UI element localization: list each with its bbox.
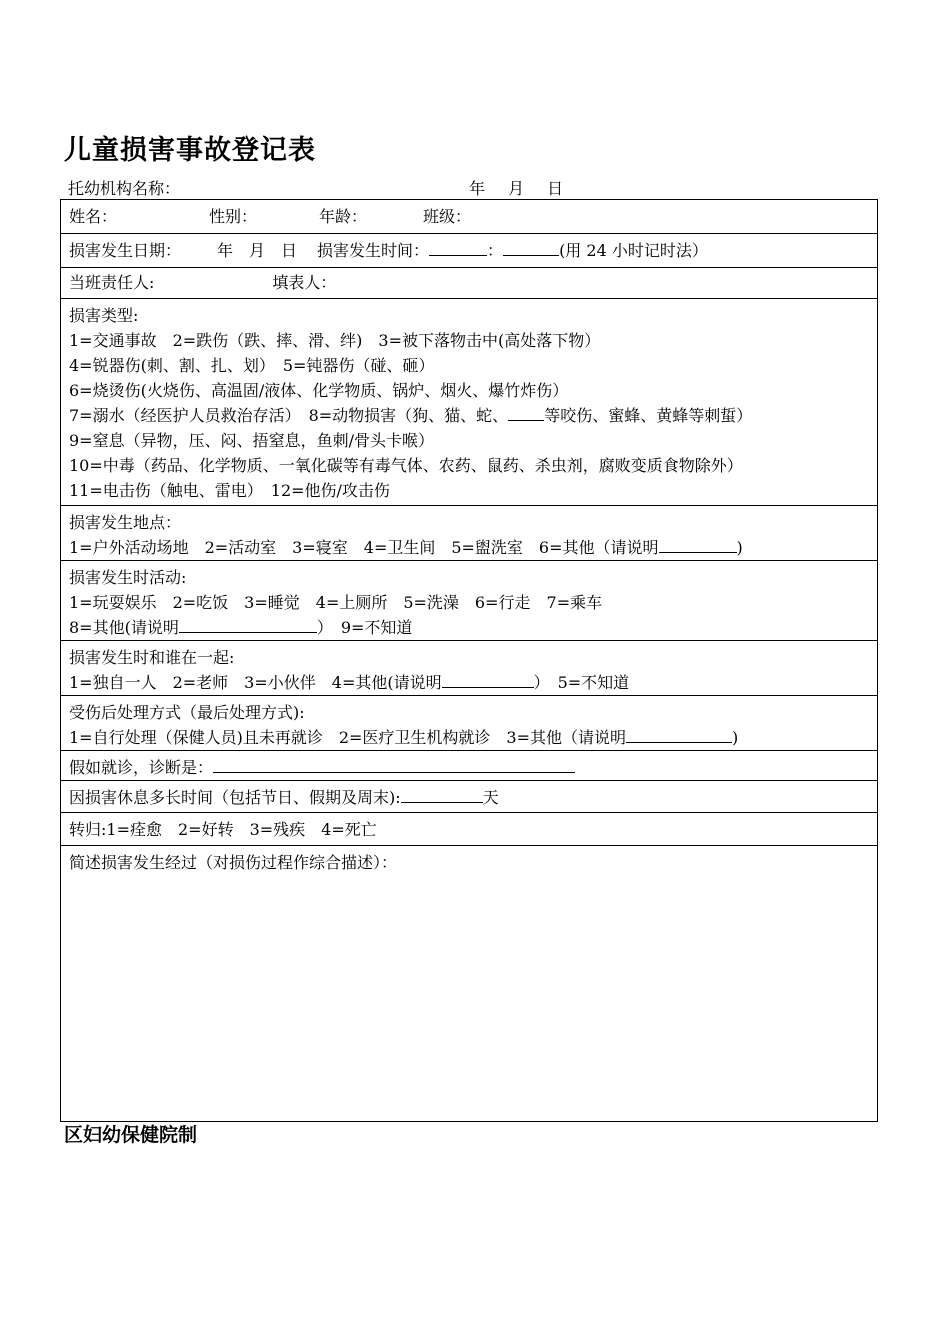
date-label: 年 月 日 [469,179,564,198]
injury-time-label: 损害发生时间： [317,241,430,260]
treatment-other-field[interactable] [626,725,732,743]
injury-type-line: 10=中毒（药品、化学物质、一氧化碳等有毒气体、农药、鼠药、杀虫剂，腐败变质食物除外） [69,456,743,475]
diagnosis-label: 假如就诊，诊断是： [69,758,214,777]
duty-person-label: 当班责任人: [69,273,155,292]
activity-heading: 损害发生时活动: [69,568,187,587]
activity-options: 1=玩耍娱乐 2=吃饭 3=睡觉 4=上厕所 5=洗澡 6=行走 7=乘车 [69,593,603,612]
activity-other-field[interactable] [179,615,317,633]
org-name-label: 托幼机构名称： [68,179,181,198]
place-other-field[interactable] [659,535,737,553]
form-title: 儿童损害事故登记表 [64,135,316,166]
injury-type-line: 4=锐器伤(刺、割、扎、划） 5=钝器伤（碰、砸） [69,356,435,375]
description-label: 简述损害发生经过（对损伤过程作综合描述）： [69,853,398,872]
hour-field[interactable] [429,238,487,256]
rest-days-field[interactable] [401,785,483,803]
row-responsible [61,268,877,299]
time-colon: ： [487,241,504,260]
age-label: 年龄： [319,207,368,226]
name-label: 姓名： [69,207,118,226]
outcome-options: 转归:1=痊愈 2=好转 3=残疾 4=死亡 [69,820,377,839]
minute-field[interactable] [503,238,559,256]
place-options: 1=户外活动场地 2=活动室 3=寝室 4=卫生间 5=盥洗室 6=其他（请说明 [69,538,659,557]
companion-heading: 损害发生时和谁在一起: [69,648,235,667]
row-treatment: 受伤后处理方式（最后处理方式): 1=自行处理（保健人员)且未再就诊 2=医疗卫生机构就诊 3=其他（请说明 ) [61,696,877,751]
row-activity: 损害发生时活动: 1=玩耍娱乐 2=吃饭 3=睡觉 4=上厕所 5=洗澡 6=行走 7=乘车 8=其他(请说明 ） 9=不知道 [61,561,877,641]
diagnosis-field[interactable] [213,755,575,773]
injury-type-line: 7=溺水（经医护人员救治存活） 8=动物损害（狗、猫、蛇、 等咬伤、蜜蜂、黄蜂等刺蜇） [69,403,869,428]
class-label: 班级： [423,207,472,226]
row-description [61,846,877,1121]
treatment-heading: 受伤后处理方式（最后处理方式): [69,703,305,722]
rest-time-label: 因损害休息多长时间（包括节日、假期及周末): [69,788,401,807]
row-injury-datetime [61,234,877,268]
row-outcome [61,813,877,846]
injury-type-line: 1=交通事故 2=跌伤（跌、摔、滑、绊) 3=被下落物击中(高处落下物） [69,331,601,350]
injury-date-ymd: 年 月 日 [217,241,298,260]
filler-label: 填表人： [272,273,337,292]
injury-type-heading: 损害类型: [69,306,139,325]
injury-type-line: 9=窒息（异物，压、闷、捂窒息，鱼刺/骨头卡喉） [69,431,434,450]
injury-type-line: 11=电击伤（触电、雷电） 12=他伤/攻击伤 [69,481,390,500]
companion-options: 1=独自一人 2=老师 3=小伙伴 4=其他(请说明 [69,673,442,692]
row-diagnosis [61,751,877,781]
issuer-footer: 区妇幼保健院制 [64,1124,198,1146]
registration-form [60,199,878,1122]
time-note: (用 24 小时记时法） [559,241,708,260]
form-subheader [68,174,878,198]
injury-type-line: 6=烧烫伤(火烧伤、高温固/液体、化学物质、锅炉、烟火、爆竹炸伤） [69,381,569,400]
companion-other-field[interactable] [442,670,534,688]
sex-label: 性别： [209,207,258,226]
description-area[interactable] [69,875,869,1115]
treatment-options: 1=自行处理（保健人员)且未再就诊 2=医疗卫生机构就诊 3=其他（请说明 [69,728,627,747]
row-basic-info [61,200,877,234]
rest-days-unit: 天 [482,788,499,807]
row-injury-place: 损害发生地点： 1=户外活动场地 2=活动室 3=寝室 4=卫生间 5=盥洗室 6=其他（请说明 ) [61,506,877,561]
injury-date-label: 损害发生日期： [69,241,182,260]
row-injury-type [61,299,877,506]
row-companion: 损害发生时和谁在一起: 1=独自一人 2=老师 3=小伙伴 4=其他(请说明 ） 5=不知道 [61,641,877,696]
animal-other-field[interactable] [508,403,544,421]
activity-other-label: 8=其他(请说明 [69,618,179,637]
row-rest-time [61,781,877,813]
place-heading: 损害发生地点： [69,513,182,532]
